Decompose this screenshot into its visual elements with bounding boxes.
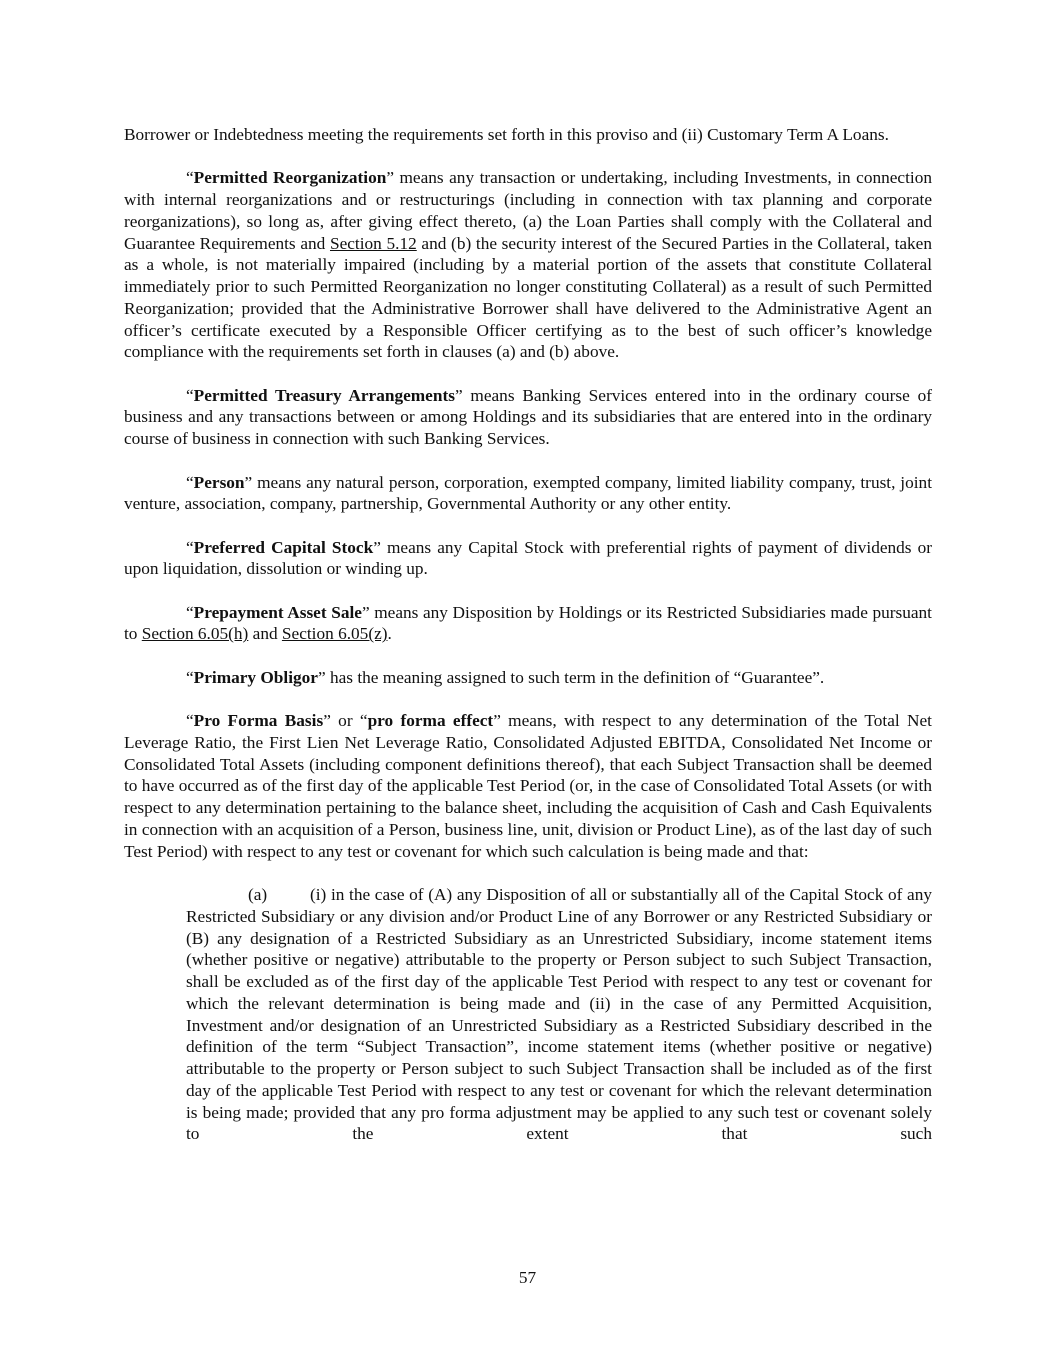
definition-text: ” means any Capital Stock with preferential rights of payment of dividends or upon liquidation, dissolution or winding up.	[124, 537, 932, 579]
clause-text: (i) in the case of (A) any Disposition of all or substantially all of the Capital Stock of any Restricted Subsidiary or any division and/or Product Line of any Borrower or any Restricted Subsidiary or (B) any designation of a Restricted Subsidiary as an Unrestricted Subsidiary, income statement items (whether positive or negative) attributable to the property or Person subject to such Subject Transaction, shall be excluded as of the first day of the applicable Test Period with respect to any test or covenant for which the relevant determination is being made and (ii) in the case of any Permitted Acquisition, Investment and/or designation of an Unrestricted Subsidiary as a Restricted Subsidiary described in the definition of the term “Subject Transaction”, income statement items (whether positive or negative) attributable to the property or Person subject to such Subject Transaction shall be included as of the first day of the applicable Test Period with respect to any test or covenant for which the relevant determination is being made; provided that any pro forma adjustment may be applied to any such test or covenant solely to the extent that such	[186, 885, 932, 1144]
paragraph-continuation	[124, 124, 932, 146]
defined-term: Permitted Reorganization	[193, 168, 387, 188]
definition-text: and	[248, 624, 282, 644]
paragraph-text: Borrower or Indebtedness meeting the requirements set forth in this proviso and (ii) Customary Term A Loans.	[124, 125, 889, 144]
definition-pro-forma-basis	[124, 710, 932, 862]
definition-text: ” means any Disposition by Holdings or its Restricted Subsidiaries made pursuant to	[124, 602, 932, 644]
defined-term: Primary Obligor	[193, 667, 318, 687]
open-quote: “	[186, 472, 194, 492]
definition-text: ” or “	[323, 711, 368, 731]
defined-term: pro forma effect	[367, 711, 494, 731]
open-quote: “	[186, 602, 194, 622]
open-quote: “	[186, 667, 194, 687]
clause-a	[186, 884, 932, 1145]
page-number: 57	[518, 1268, 537, 1287]
definition-text: ” means any natural person, corporation, exempted company, limited liability company, trust, joint venture, association, company, partnership, Governmental Authority or any other entity.	[124, 472, 932, 514]
section-reference: Section 6.05(z)	[281, 624, 388, 644]
defined-term: Prepayment Asset Sale	[193, 602, 362, 622]
definition-person	[124, 472, 932, 516]
clause-marker: (a)	[248, 885, 268, 904]
open-quote: “	[186, 537, 194, 557]
defined-term: Person	[193, 472, 245, 492]
definition-text: ” means any transaction or undertaking, including Investments, in connection with internal reorganizations and or restructurings (including in connection with tax planning and corporate reorganizations), so long as, after giving effect thereto, (a) the Loan Parties shall comply with the Collateral and Guarantee Requirements and	[124, 168, 932, 253]
definition-permitted-treasury-arrangements	[124, 385, 932, 450]
definition-prepayment-asset-sale	[124, 602, 932, 646]
open-quote: “	[186, 711, 194, 731]
section-reference: Section 6.05(h)	[141, 624, 249, 644]
defined-term: Pro Forma Basis	[193, 711, 324, 731]
definition-text: .	[387, 624, 392, 644]
open-quote: “	[186, 385, 194, 405]
definition-text: ” has the meaning assigned to such term in the definition of “Guarantee”.	[317, 667, 825, 687]
definition-text: ” means Banking Services entered into in the ordinary course of business and any transactions between or among Holdings and its subsidiaries that are entered into in the ordinary course of business in connection with such Banking Services.	[124, 385, 933, 449]
definition-permitted-reorganization	[124, 167, 932, 363]
open-quote: “	[186, 168, 194, 188]
definition-preferred-capital-stock	[124, 537, 932, 581]
defined-term: Permitted Treasury Arrangements	[193, 385, 455, 405]
section-reference: Section 5.12	[329, 233, 417, 253]
definition-text: ” means, with respect to any determination of the Total Net Leverage Ratio, the First Lien Net Leverage Ratio, Consolidated Adjusted EBITDA, Consolidated Net Income or Consolidated Total Assets (including component definitions thereof), that each Subject Transaction shall be deemed to have occurred as of the first day of the applicable Test Period (or, in the case of Consolidated Total Assets (or with respect to any determination pertaining to the balance sheet, including the acquisition of Cash and Cash Equivalents in connection with an acquisition of a Person, business line, unit, division or Product Line), as of the last day of such Test Period) with respect to any test or covenant for which such calculation is being made and that:	[124, 711, 932, 861]
definition-primary-obligor	[124, 667, 932, 689]
definition-text: and (b) the security interest of the Secured Parties in the Collateral, taken as a whole, is not materially impaired (including by a material portion of the assets that constitute Collateral immediately prior to such Permitted Reorganization no longer constituting Collateral) as a result of such Permitted Reorganization; provided that the Administrative Borrower shall have delivered to the Administrative Agent an officer’s certificate executed by a Responsible Officer certifying as to the best of such officer’s knowledge compliance with the requirements set forth in clauses (a) and (b) above.	[124, 233, 932, 362]
defined-term: Preferred Capital Stock	[193, 537, 374, 557]
document-page	[124, 124, 932, 1145]
